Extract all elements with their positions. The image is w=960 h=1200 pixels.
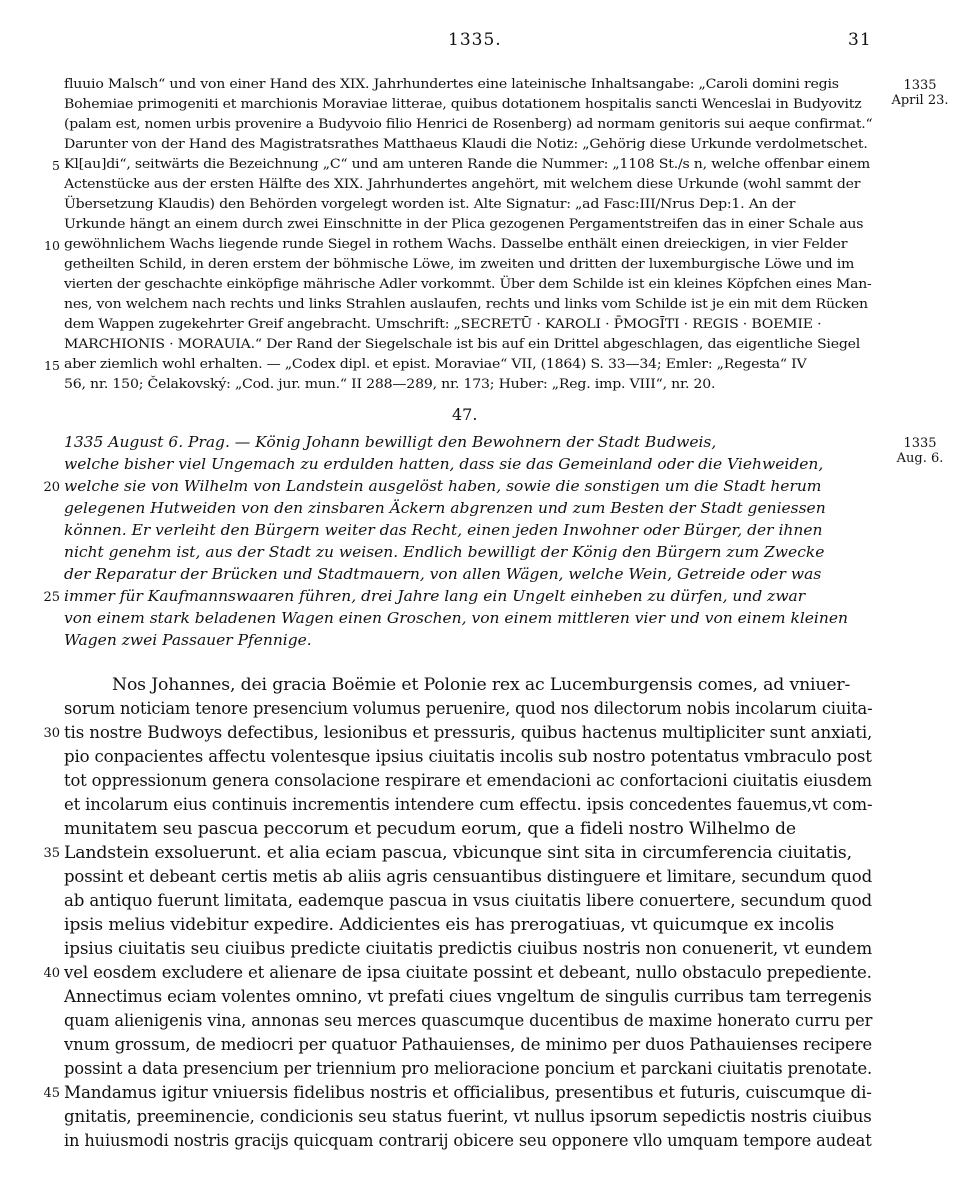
line-number: 40 bbox=[43, 966, 60, 981]
line-number: 30 bbox=[43, 726, 60, 741]
line-number: 25 bbox=[43, 590, 60, 605]
line-number: 35 bbox=[43, 846, 60, 861]
charter-line: Nos Johannes, dei gracia Boëmie et Polonie rex ac Lucemburgensis comes, ad vniuer- bbox=[112, 675, 851, 694]
notes-line: aber ziemlich wohl erhalten. — „Codex dipl. et epist. Moraviae“ VII, (1864) S. 33—34; Emler: „Regesta“ IV bbox=[64, 357, 807, 372]
regest-line: welche bisher viel Ungemach zu erdulden hatten, dass sie das Gemeinland oder die Viehweiden, bbox=[64, 456, 824, 473]
regest-line: 1335 August 6. Prag. — König Johann bewilligt den Bewohnern der Stadt Budweis, bbox=[64, 434, 717, 451]
margin-year: 1335 bbox=[903, 78, 937, 93]
charter-line: tot oppressionum genera consolacione respirare et emendacioni ac confortacioni ciuitatis eiusdem bbox=[64, 771, 872, 790]
charter-line: munitatem seu pascua peccorum et pecudum eorum, que a fideli nostro Wilhelmo de bbox=[64, 819, 796, 838]
line-number: 5 bbox=[52, 158, 60, 173]
charter-line: sorum noticiam tenore presencium volumus peruenire, quod nos dilectorum nobis incolarum ciuita- bbox=[64, 699, 873, 718]
line-number: 45 bbox=[43, 1086, 60, 1101]
margin-day: Aug. 6. bbox=[896, 451, 944, 466]
charter-line: vel eosdem excludere et alienare de ipsa ciuitate possint et debeant, nullo obstaculo prepediente. bbox=[64, 963, 872, 982]
regest-line: können. Er verleiht den Bürgern weiter das Recht, einen jeden Inwohner oder Bürger, der ihnen bbox=[64, 522, 823, 539]
page-number: 31 bbox=[848, 30, 872, 50]
notes-line: vierten der geschachte einköpfige mährische Adler vorkommt. Über dem Schilde ist ein kleines Köpfchen eines Man- bbox=[64, 277, 872, 292]
regest-line: von einem stark beladenen Wagen einen Groschen, von einem mittleren vier und von einem kleinen bbox=[64, 610, 848, 627]
charter-line: Mandamus igitur vniuersis fidelibus nostris et officialibus, presentibus et futuris, cuiscumque di- bbox=[64, 1083, 872, 1102]
charter-line: pio conpacientes affectu volentesque ipsius ciuitatis incolis sub nostro potentatus vmbraculo post bbox=[64, 747, 872, 766]
notes-line: Bohemiae primogeniti et marchionis Moraviae litterae, quibus dotationem hospitalis sancti Wenceslai in Budyovitz bbox=[64, 97, 862, 112]
regest-line: nicht genehm ist, aus der Stadt zu weisen. Endlich bewilligt der König den Bürgern zum Zwecke bbox=[64, 544, 825, 561]
line-number: 20 bbox=[43, 480, 60, 495]
charter-line: Annectimus eciam volentes omnino, vt prefati ciues vngeltum de singulis curribus tam terregenis bbox=[64, 987, 872, 1006]
margin-day: April 23. bbox=[891, 93, 949, 108]
regest-line: gelegenen Hutweiden von den zinsbaren Äckern abgrenzen und zum Besten der Stadt geniessen bbox=[64, 500, 826, 517]
notes-line: dem Wappen zugekehrter Greif angebracht. Umschrift: „SECRETŪ · KAROLI · P̄MOGĪTI · REGIS · BOEMIE · bbox=[64, 317, 822, 332]
running-header-year: 1335. bbox=[448, 30, 502, 50]
notes-line: Übersetzung Klaudis) den Behörden vorgelegt worden ist. Alte Signatur: „ad Fasc:III/Nrus Dep:1. An der bbox=[64, 197, 796, 212]
notes-line: fluuio Malsch“ und von einer Hand des XIX. Jahrhundertes eine lateinische Inhaltsangabe: „Caroli domini regis bbox=[64, 77, 839, 92]
charter-line: ipsis melius videbitur expedire. Addicientes eis has prerogatiuas, vt quicumque ex incolis bbox=[64, 915, 835, 934]
charter-line: possint et debeant certis metis ab aliis agris censuantibus distinguere et limitare, secundum quod bbox=[64, 867, 873, 886]
line-number: 15 bbox=[44, 358, 60, 373]
notes-line: gewöhnlichem Wachs liegende runde Siegel in rothem Wachs. Dasselbe enthält einen dreieckigen, in vier Felder bbox=[64, 237, 848, 252]
charter-line: vnum grossum, de mediocri per quatuor Pathauienses, de minimo per duos Pathauienses recipere bbox=[64, 1035, 873, 1054]
charter-line: ab antiquo fuerunt limitata, eademque pascua in vsus ciuitatis libere conuertere, secundum quod bbox=[64, 891, 872, 910]
margin-date-notes bbox=[890, 78, 950, 108]
charter-line: possint a data presencium per triennium pro melioracione poncium et parckani ciuitatis prenotate. bbox=[64, 1059, 873, 1078]
regest-line: der Reparatur der Brücken und Stadtmauern, von allen Wägen, welche Wein, Getreide oder was bbox=[64, 566, 822, 583]
regest-line: immer für Kaufmannswaaren führen, drei Jahre lang ein Ungelt einheben zu dürfen, und zwar bbox=[64, 588, 806, 605]
document-number: 47. bbox=[452, 405, 478, 424]
margin-year: 1335 bbox=[903, 436, 937, 451]
regest-line: welche sie von Wilhelm von Landstein ausgelöst haben, sowie die sonstigen um die Stadt herum bbox=[64, 478, 822, 495]
notes-line: MARCHIONIS · MORAUIA.“ Der Rand der Siegelschale ist bis auf ein Drittel abgeschlagen, das eigentliche Siegel bbox=[64, 337, 861, 352]
charter-line: gnitatis, preeminencie, condicionis seu status fuerint, vt nullus ipsorum sepedictis nostris ciuibus bbox=[64, 1107, 872, 1126]
notes-line: getheilten Schild, in deren erstem der böhmische Löwe, im zweiten und dritten der luxemburgische Löwe und im bbox=[64, 257, 855, 272]
notes-line: Kl[au]di“, seitwärts die Bezeichnung „C“ und am unteren Rande die Nummer: „1108 St./s n, welche offenbar einem bbox=[64, 157, 871, 172]
margin-date-document bbox=[890, 436, 950, 466]
charter-line: tis nostre Budwoys defectibus, lesionibus et pressuris, quibus hactenus multipliciter sunt anxiati, bbox=[64, 723, 873, 742]
notes-line: Darunter von der Hand des Magistratsrathes Matthaeus Klaudi die Notiz: „Gehörig diese Urkunde verdolmetschet. bbox=[64, 137, 868, 152]
charter-line: in huiusmodi nostris gracijs quicquam contrarij obicere seu opponere vllo umquam tempore audeat bbox=[64, 1131, 872, 1150]
notes-line: 56, nr. 150; Čelakovský: „Cod. jur. mun.“ II 288—289, nr. 173; Huber: „Reg. imp. VIII“, nr. 20. bbox=[64, 377, 716, 392]
charter-line: et incolarum eius continuis incrementis intendere cum effectu. ipsis concedentes fauemus,vt com- bbox=[64, 795, 873, 814]
charter-line: ipsius ciuitatis seu ciuibus predicte ciuitatis predictis ciuibus nostris non conuenerit, vt eundem bbox=[64, 939, 873, 958]
line-number: 10 bbox=[44, 238, 60, 253]
charter-line: Landstein exsoluerunt. et alia eciam pascua, vbicunque sint sita in circumferencia ciuitatis, bbox=[64, 843, 852, 862]
notes-line: Urkunde hängt an einem durch zwei Einschnitte in der Plica gezogenen Pergamentstreifen das in einer Schale aus bbox=[64, 217, 864, 232]
regest-line: Wagen zwei Passauer Pfennige. bbox=[64, 632, 312, 649]
charter-line: quam alienigenis vina, annonas seu merces quascumque ducentibus de maxime honerato curru per bbox=[64, 1011, 873, 1030]
notes-line: Actenstücke aus der ersten Hälfte des XIX. Jahrhundertes angehört, mit welchem diese Urkunde (wohl sammt der bbox=[64, 177, 861, 192]
notes-line: nes, von welchem nach rechts und links Strahlen auslaufen, rechts und links vom Schilde ist je ein mit dem Rücken bbox=[64, 297, 868, 312]
notes-line: (palam est, nomen urbis provenire a Budyvoio filio Henrici de Rosenberg) ad normam genitoris sui aeque confirmat.“ bbox=[64, 117, 873, 132]
